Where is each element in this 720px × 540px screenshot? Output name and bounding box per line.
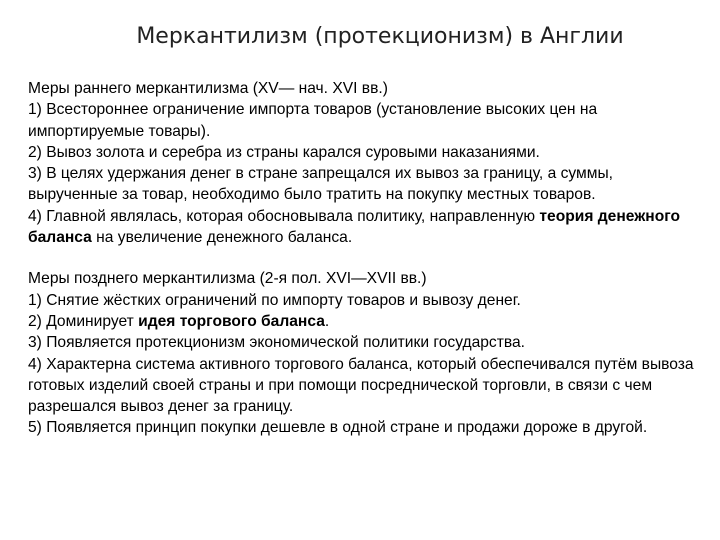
early-item-4-text-after: на увеличение денежного баланса. [91,229,353,247]
late-item-5: 5) Появляется принцип покупки дешевле в одной стране и продажи дороже в другой. [28,419,648,437]
late-item-2-text-after: . [324,312,330,330]
late-item-1: 1) Снятие жёстких ограничений по импорту товаров и вывозу денег. [28,291,521,309]
early-item-4 [28,206,704,249]
late-item-4: 4) Характерна система активного торгового баланса, который обеспечивался путём вывоза готовых изделий своей страны и при помощи посреднической торговли, в связи с чем разрешался вывоз денег за границу. [28,355,694,416]
late-mercantilism-heading: Меры позднего меркантилизма (2-я пол. XVI—XVII вв.) [28,270,427,288]
early-mercantilism-heading: Меры раннего меркантилизма (XV— нач. XVI вв.) [28,80,388,97]
late-item-2-highlight: идея торгового баланса [138,312,325,330]
early-item-4-highlight: теория денежного баланса [28,207,681,247]
late-item-2 [28,311,704,332]
early-item-1: 1) Всестороннее ограничение импорта товаров (установление высоких цен на импортируемые товары). [28,101,598,140]
early-item-2: 2) Вывоз золота и серебра из страны карался суровыми наказаниями. [28,143,540,161]
late-item-3: 3) Появляется протекционизм экономической политики государства. [28,334,525,352]
early-item-4-text-before: 4) Главной являлась, которая обосновывала политику, направленную [28,207,540,225]
slide-body [28,78,704,439]
late-item-2-text-before: 2) Доминирует [28,312,139,330]
early-mercantilism-section [28,78,704,248]
late-mercantilism-section [28,268,704,438]
slide-title: Меркантилизм (протекционизм) в Англии [136,24,624,49]
early-item-3: 3) В целях удержания денег в стране запрещался их вывоз за границу, а суммы, вырученные за товар, необходимо было тратить на покупку местных товаров. [28,165,613,204]
